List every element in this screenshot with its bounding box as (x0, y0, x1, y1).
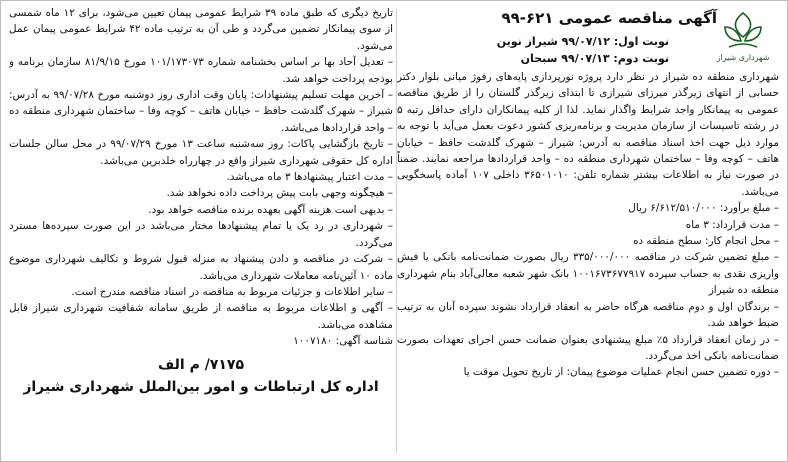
warranty-period: – دوره تضمین حسن انجام عملیات موضوع پیمان: از تاریخ تحویل موقت یا (463, 366, 779, 379)
performance-guarantee: – در زمان انعقاد قرارداد ۵٪ مبلغ پیشنهادی بعنوان ضمانت حسن اجرای تعهدات بصورت ضمانت‌نامه بانکی اخذ می‌گردد. (397, 333, 779, 362)
validity-period: – مدت اعتبار پیشنهادها ۳ ماه می‌باشد. (226, 171, 393, 184)
bid-guarantee: – مبلغ تضمین شرکت در مناقصه ۳۳۵/۰۰۰/۰۰۰ ریال بصورت ضمانت‌نامه بانکی یا فیش واریزی نقدی به حساب سپرده ۱۰۰۱۶۷۳۶۷۷۹۱۷ بانک شهر شعبه معالی‌آباد بنام شهرداری منطقه ده شیراز (397, 251, 779, 297)
contract-duration: – مدت قرارداد: ۳ ماه (685, 218, 779, 231)
warranty-continued: تاریخ دیگری که طبق ماده ۳۹ شرایط عمومی پیمان تعیین می‌شود، برای ۱۲ ماه شمسی از سوی پیمانکار تضمین می‌گردد و طی آن به ترتیب ماده ۴۲ شرایط عمومی پیمان عمل می‌شود. (9, 7, 393, 52)
transparency-system: – آگهی و اطلاعات مربوط به مناقصه از طریق سامانه شفافیت شهرداری شیراز قابل مشاهده می‌باشد. (9, 302, 393, 331)
advert-cost: – بدیهی است هزینه آگهی بعهده برنده مناقصه خواهد بود. (148, 203, 393, 216)
notice-header (397, 7, 779, 69)
opening-date: – تاریخ بازگشایی پاکات: روز سه‌شنبه ساعت ۱۳ مورخ ۹۹/۰۷/۲۹ در محل سالن جلسات اداره کل حقوقی شهرداری شیراز واقع در چهارراه خلدبرین می‌باشد. (9, 138, 393, 167)
notice-title: آگهی مناقصه عمومی ۶۲۱-۹۹ (501, 9, 717, 27)
estimate-amount: – مبلغ برآورد: ۶/۶۱۲/۵۱۰/۰۰۰ ریال (628, 202, 779, 215)
right-body (397, 69, 779, 381)
notice-left-column (9, 5, 393, 457)
notice-id: شناسه آگهی: ۱۰۰۷۱۸۰ (293, 335, 393, 348)
signature-block (9, 354, 393, 398)
publication-rounds (497, 33, 669, 67)
other-details: – سایر اطلاعات و جزئیات مربوط به مناقصه در اسناد مناقصه مندرج است. (71, 285, 393, 298)
logo-text: شهرداری شیراز (716, 53, 770, 62)
notice-code: ۷۱۷۵/ م الف (157, 356, 245, 373)
shiraz-municipality-logo-icon (711, 7, 775, 65)
work-location: – محل انجام کار: سطح منطقه ده (633, 235, 779, 248)
notice-right-column (397, 5, 779, 457)
no-prepayment: – هیچگونه وجهی بابت پیش پرداخت داده نخواهد شد. (166, 187, 393, 200)
price-adjustment: – تعدیل آحاد بها بر اساس بخشنامه شماره ۱۰۱/۱۷۳۰۷۳ مورخ ۸۱/۹/۱۵ سازمان برنامه و بودجه پرداخت خواهد شد. (9, 56, 393, 85)
intro-paragraph: شهرداری منطقه ده شیراز در نظر دارد پروژه نورپردازی پایه‌های رفوژ میانی بلوار دکتر حسابی از انتهای زیرگذر میرزای شیرازی تا ابتدای زیرگذر گلستان را از طریق مناقصه عمومی به پیمانکار واجد شرایط واگذار نماید. لذا از کلیه پیمانکاران دارای حداقل رتبه ۵ در رشته تاسیسات از سازمان مدیریت و برنامه‌ریزی کشور دعوت بعمل می‌آید با توجه به موارد ذیل جهت اخذ اسناد مناقصه به آدرس: شیراز – شهرک گلدشت حافظ – خیابان هاتف – کوچه وفا – ساختمان شهرداری منطقه ده – واحد قراردادها مراجعه نمایند. ضمناً در صورت نیاز به اطلاعات بیشتر شماره تلفن: ۳۶۵۰۱۰۱۰ داخلی ۱۰۷ آماده پاسخگویی می‌باشد. (397, 71, 779, 198)
acceptance-terms: – شرکت در مناقصه و دادن پیشنهاد به منزله قبول شروط و تکالیف شهرداری موضوع ماده ۱۰ آئین‌نامه معاملات شهرداری می‌باشد. (9, 253, 393, 282)
organization-name: اداره کل ارتباطات و امور بین‌الملل شهرداری شیراز (23, 378, 379, 395)
winners-forfeit: – برندگان اول و دوم مناقصه هرگاه حاضر به انعقاد قرارداد نشوند سپرده آنان به ترتیب ضبط خواهد شد. (397, 300, 779, 330)
column-divider (396, 9, 397, 453)
round-first: نوبت اول: ۹۹/۰۷/۱۲ شیراز نوین (496, 35, 669, 48)
submission-deadline: – آخرین مهلت تسلیم پیشنهادات: پایان وقت اداری روز دوشنبه مورخ ۹۹/۰۷/۲۸ به آدرس: شیراز – شهرک گلدشت حافظ – خیابان هاتف – کوچه وفا – ساختمان شهرداری منطقه ده – واحد قراردادها می‌باشد. (9, 89, 393, 134)
rejection-right: – شهرداری در رد یک یا تمام پیشنهادها مختار می‌باشد در این صورت سپرده‌ها مسترد می‌گردد. (9, 220, 393, 249)
round-second: نوبت دوم: ۹۹/۰۷/۱۳ سبحان (520, 52, 669, 65)
